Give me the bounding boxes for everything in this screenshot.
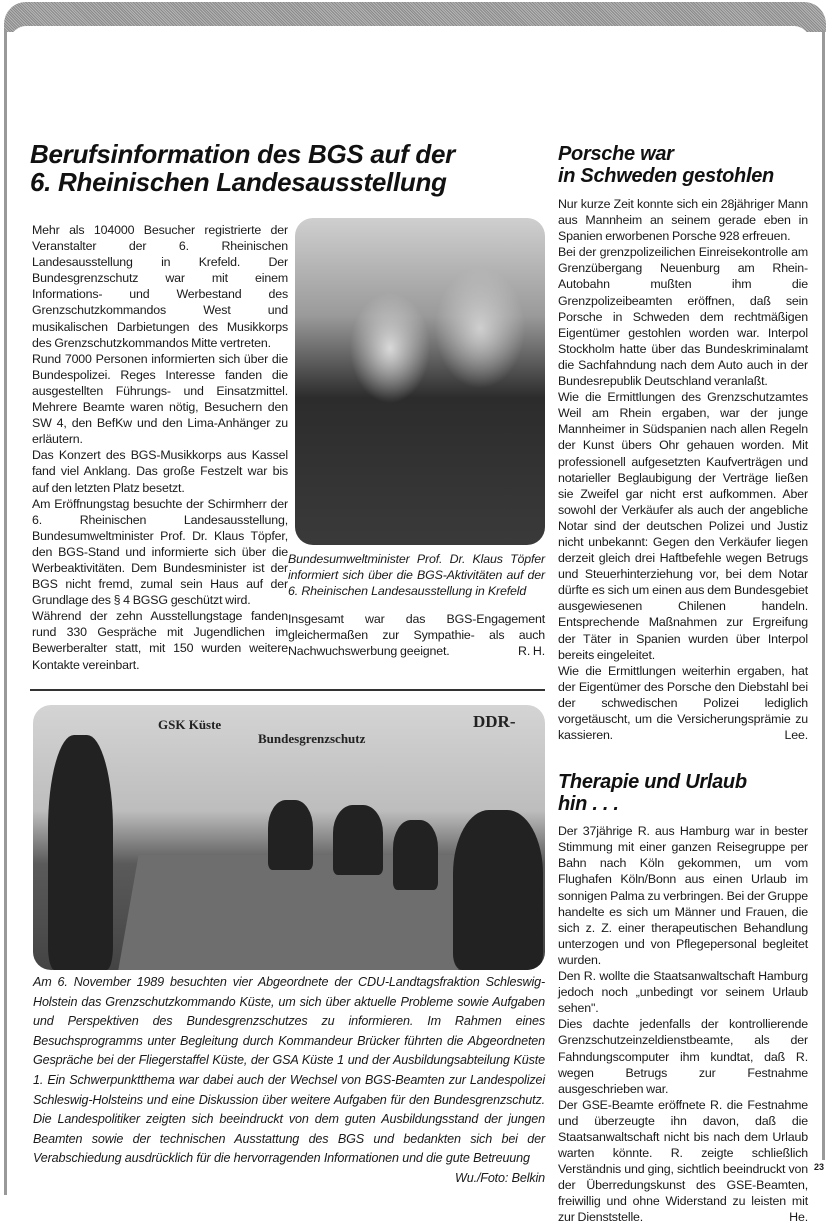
paragraph: Das Konzert des BGS-Musikkorps aus Kassel fand viel Anklang. Das große Festzelt war bis auf den letzten Platz besetzt. <box>32 448 288 495</box>
seated-person <box>333 805 383 875</box>
paragraph: Mehr als 104000 Besucher registrierte der Veranstalter der 6. Rheinischen Landesausstellung in Krefeld. Der Bundesgrenzschutz war mit einem Informations- und Werbestand des Grenzschutzkommandos West und musikalischen Darbietungen des Musikkorps des Grenzschutzkommandos Mitte vertreten. <box>32 223 288 350</box>
title-line: in Schweden gestohlen <box>558 165 774 187</box>
photo1-caption-and-closing <box>288 551 545 660</box>
photo-credit: Wu./Foto: Belkin <box>455 1170 545 1185</box>
paragraph: Rund 7000 Personen informierten sich über die Bundespolizei. Reges Interesse fanden die ausgestellten Führungs- und Einsatzmittel. Mehrere Beamte waren nötig, Besuchern den SW 4, den BefKw und den Lima-Anhänger zu erläutern. <box>32 351 288 447</box>
paragraph <box>558 663 808 743</box>
closing-text: Insgesamt war das BGS-Engagement gleichermaßen zur Sympathie- als auch Nachwuchswerbung geeignet. <box>288 612 545 659</box>
seated-person <box>453 810 543 970</box>
title-line: Porsche war <box>558 143 674 165</box>
title-line: 6. Rheinischen Landesausstellung <box>30 167 447 197</box>
article3-body <box>558 823 808 1225</box>
title-line: Berufsinformation des BGS auf der <box>30 139 455 169</box>
paragraph: Während der zehn Ausstellungstage fanden rund 330 Gespräche mit Jugendlichen im Bewerberalter statt, mit 150 wurden weitere Kontakte vereinbart. <box>32 609 288 672</box>
page-border-left <box>4 30 7 1195</box>
paragraph: Den R. wollte die Staatsanwaltschaft Hamburg jedoch noch „unbedingt vor seinem Urlaub sehen". <box>558 969 808 1016</box>
standing-officer <box>48 735 113 970</box>
paragraph: Wie die Ermittlungen des Grenzschutzamtes Weil am Rhein ergaben, war der junge Mannheimer in Südspanien nach allen Regeln der Kunst übers Ohr gehauen worden. Mit professionell aufgesetzten Kaufverträgen und notarieller Beglaubigung der Verträge ließen sie Zweifel gar nicht erst aufkommen. Aber sowohl der Verkäufer als auch der angebliche Notar sind der deutschen Polizei und Justiz nicht unbekannt: Gegen den Verkäufer liegen derzeit gleich drei Haftbefehle wegen Betrugs und Steuerhinterziehung vor, bei dem Notar dürfte es sich um einen aus dem Bundesgebiet ausgewiesenen Chilenen handeln. Entsprechende Maßnahmen zur Ergreifung der Täter in Spanien wurden über Interpol bereits eingeleitet. <box>558 390 808 662</box>
paragraph: Bei der grenzpolizeilichen Einreisekontrolle am Grenzübergang Neuenburg am Rhein-Autobahn mußten ihm die Grenzpolizeibeamten eröffnen, daß sein Porsche in Schweden dem rechtmäßigen Eigentümer gestohlen worden war. Interpol Stockholm hatte über das Bundeskriminalamt die Sachfahndung nach dem Auto auch in der Bundesrepublik Deutschland veranlaßt. <box>558 245 808 389</box>
article-title-therapie <box>558 771 808 815</box>
page-number: 23 <box>814 1162 825 1172</box>
article-title-berufsinformation <box>30 140 550 196</box>
title-line: Therapie und Urlaub <box>558 771 747 794</box>
author-signature: Lee. <box>784 728 808 743</box>
photo1-caption: Bundesumweltminister Prof. Dr. Klaus Töpfer informiert sich über die BGS-Aktivitäten auf der 6. Rheinischen Landesausstellung in Krefeld <box>288 552 545 599</box>
caption-text: Am 6. November 1989 besuchten vier Abgeordnete der CDU-Landtagsfraktion Schleswig-Holstein das Grenzschutzkommando Küste, um sich über aktuelle Probleme sowie Aufgaben und Perspektiven des Bundesgrenzschutzes zu informieren. Im Rahmen eines Besuchsprogramms unter Begleitung durch Kommandeur Brücker führten die Abgeordneten Gespräche bei der Fliegerstaffel Küste, der GSA Küste 1 und der Ausbildungsabteilung Küste 1. Ein Schwerpunktthema war dabei auch der Wechsel von BGS-Beamten zur Landespolizei Schleswig-Holsteins und eine Diskussion über weitere Aufgaben für den Bundesgrenzschutz. Die Landespolitiker zeigten sich beeindruckt von dem guten Ausbildungsstand der jungen Beamten sowie der technischen Ausstattung des BGS und bedankten sich bei der Verabschiedung ausdrücklich für die hervorragenden Informationen und die gute Betreuung <box>33 975 545 1166</box>
seated-person <box>268 800 313 870</box>
sign-bundesgrenzschutz: Bundesgrenzschutz <box>258 731 366 746</box>
photo-toepfer-at-bgs-stand <box>295 218 545 545</box>
title-line: hin . . . <box>558 793 619 816</box>
paragraph: Am Eröffnungstag besuchte der Schirmherr der 6. Rheinischen Landesausstellung, Bundesumweltminister Prof. Dr. Klaus Töpfer, den BGS-Stand und informierte sich über die Werbeaktivitäten. Dem Bundesminister ist der BGS nicht fremd, zumal sein Haus auf der Grundlage des § 4 BGSG geschützt wird. <box>32 496 288 608</box>
page-header-band-inner <box>10 26 810 46</box>
paragraph-text: Der GSE-Beamte eröffnete R. die Festnahme und überzeugte ihn davon, daß die Staatsanwaltschaft nicht bis nach dem Urlaub warten könnte. R. zeigte schließlich Verständnis und ging, sichtlich beeindruckt von der Überredungskunst des GSE-Beamten, freiwillig und ohne Widerstand zu leisten mit zur Dienststelle. <box>558 1097 808 1225</box>
photo-cdu-visit-gsk-kueste <box>33 705 545 970</box>
paragraph <box>558 1097 808 1226</box>
article-title-porsche <box>558 143 808 187</box>
paragraph-text: Wie die Ermittlungen weiterhin ergaben, hat der Eigentümer des Porsche den Diebstahl bei der schwedischen Polizei lediglich vorgetäuscht, um die Versicherungsprämie zu kassieren. <box>558 663 808 743</box>
sign-ddr: DDR- <box>473 712 516 731</box>
page-border-right <box>822 30 825 1160</box>
author-signature: He. <box>789 1210 808 1225</box>
article1-body <box>32 222 288 673</box>
article2-body <box>558 196 808 743</box>
right-column <box>558 143 808 1226</box>
seated-person <box>393 820 438 890</box>
section-divider <box>30 689 545 691</box>
article1-closing <box>288 611 545 659</box>
paragraph: Nur kurze Zeit konnte sich ein 28jähriger Mann aus Mannheim an seinem gerade eben in Spanien erworbenen Porsche 928 erfreuen. <box>558 197 808 244</box>
paragraph: Der 37jährige R. aus Hamburg war in bester Stimmung mit einer ganzen Reisegruppe per Bahn nach Köln gekommen, um vom Flughafen Köln/Bonn aus einen Urlaub im sonnigen Palma zu verbringen. Bei der Gruppe handelte es sich um Männer und Frauen, die sich z. Z. einer therapeutischen Behandlung unterzogen und von Pflegepersonal begleitet wurden. <box>558 824 808 967</box>
author-signature: R. H. <box>518 644 545 659</box>
paragraph: Dies dachte jedenfalls der kontrollierende Grenzschutzeinzeldienstbeamte, als der Fahndungscomputer ihm kundtat, daß R. wegen Betrugs zur Festnahme ausgeschrieben war. <box>558 1017 808 1096</box>
sign-gsk-kueste: GSK Küste <box>158 717 222 732</box>
photo2-caption <box>33 973 545 1189</box>
